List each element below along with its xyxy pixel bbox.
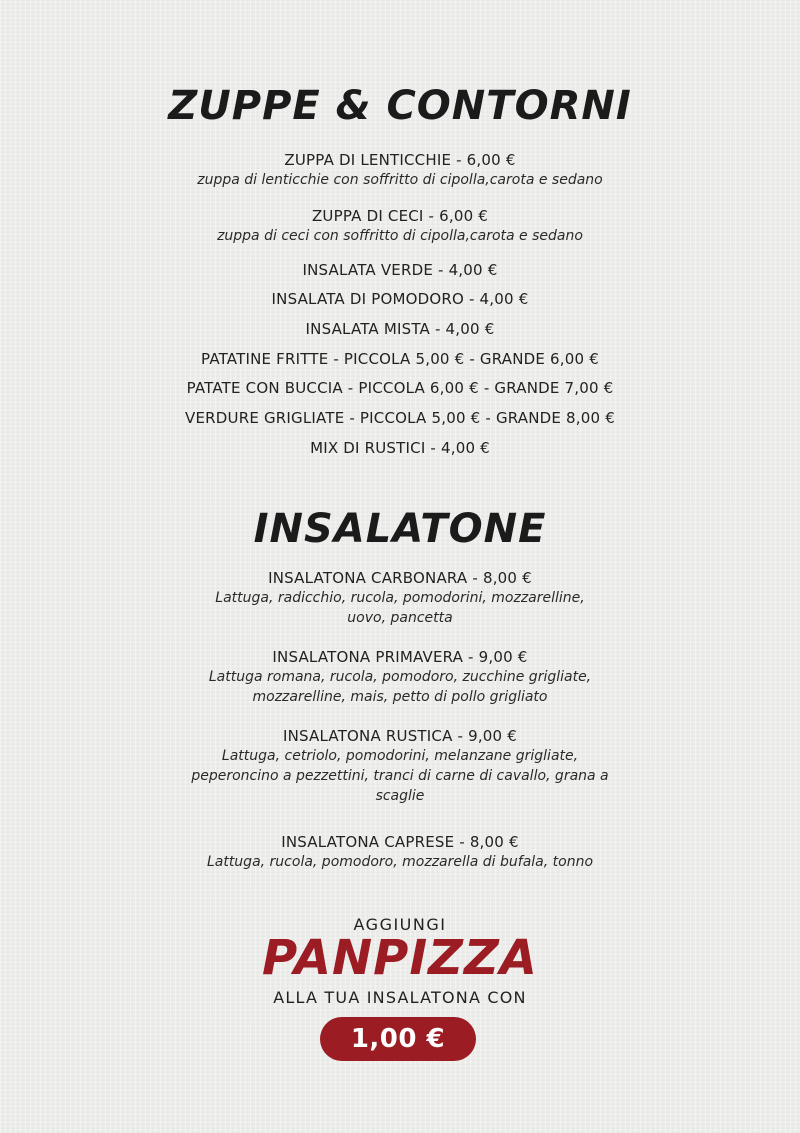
item-description: Lattuga, rucola, pomodoro, mozzarella di bufala, tonno [206,854,594,870]
menu-item-zuppa-ceci [0,206,800,246]
promo-price-badge: 1,00 € [320,1017,476,1061]
item-description: Lattuga romana, rucola, pomodoro, zucchine grigliate, mozzarelline, mais, petto di pollo grigliato [208,669,592,705]
item-name-price: PATATE CON BUCCIA - PICCOLA 6,00 € - GRANDE 7,00 € [186,379,614,397]
item-name-price: VERDURE GRIGLIATE - PICCOLA 5,00 € - GRANDE 8,00 € [185,409,615,427]
item-name-price: INSALATONA PRIMAVERA - 9,00 € [272,648,528,666]
item-name-price: INSALATA VERDE - 4,00 € [302,261,498,279]
item-name-price: INSALATA DI POMODORO - 4,00 € [271,290,529,308]
menu-item-mix-rustici [0,438,800,458]
section-title-insalatone: INSALATONE [253,506,547,552]
menu-item-verdure-grigliate [0,408,800,428]
menu-item-patatine-fritte [0,349,800,369]
item-name-price: INSALATA MISTA - 4,00 € [305,320,495,338]
item-name-price: INSALATONA CAPRESE - 8,00 € [281,833,519,851]
item-description: Lattuga, cetriolo, pomodorini, melanzane grigliate, peperoncino a pezzettini, tranci di carne di cavallo, grana a scaglie [191,748,609,804]
promo-headline: PANPIZZA [262,930,538,986]
item-description: zuppa di ceci con soffritto di cipolla,carota e sedano [217,228,583,244]
menu-item-patate-buccia [0,378,800,398]
menu-item-insalatona-caprese [0,832,800,872]
item-name-price: INSALATONA CARBONARA - 8,00 € [268,569,532,587]
menu-item-insalatona-carbonara [0,568,800,628]
promo-aggiungi: AGGIUNGI [353,915,447,934]
menu-item-insalatona-rustica [0,726,800,806]
item-name-price: ZUPPA DI CECI - 6,00 € [311,207,489,225]
menu-item-insalatona-primavera [0,647,800,707]
item-name-price: INSALATONA RUSTICA - 9,00 € [282,727,518,745]
menu-item-insalata-verde [0,260,800,280]
item-name-price: PATATINE FRITTE - PICCOLA 5,00 € - GRANDE 6,00 € [201,350,599,368]
item-description: Lattuga, radicchio, rucola, pomodorini, mozzarelline, uovo, pancetta [215,590,585,626]
section-title-zuppe: ZUPPE & CONTORNI [168,83,632,129]
menu-item-zuppa-lenticchie [0,150,800,190]
promo-subline: ALLA TUA INSALATONA CON [273,988,527,1007]
item-description: zuppa di lenticchie con soffritto di cipolla,carota e sedano [197,172,603,188]
menu-item-insalata-pomodoro [0,289,800,309]
menu-item-insalata-mista [0,319,800,339]
item-name-price: MIX DI RUSTICI - 4,00 € [310,439,490,457]
item-name-price: ZUPPA DI LENTICCHIE - 6,00 € [284,151,516,169]
